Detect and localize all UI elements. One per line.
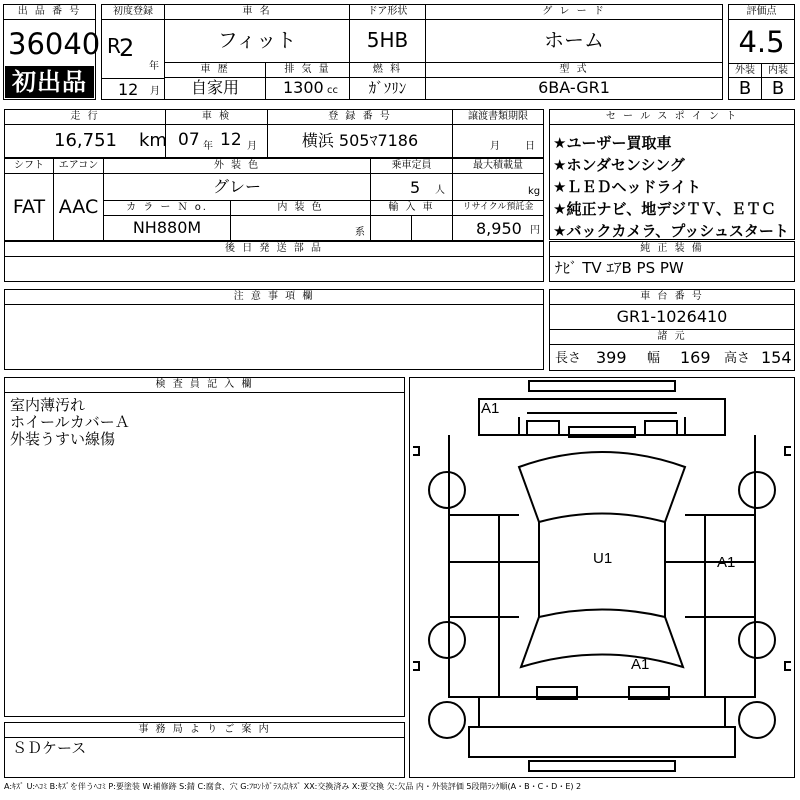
chassis-label: 車 台 番 号 bbox=[549, 289, 795, 305]
inspection-month-unit: 月 bbox=[247, 141, 257, 152]
color-no-label: カ ラ ー Ｎ o. bbox=[103, 200, 231, 216]
registration-label: 登 録 番 号 bbox=[267, 109, 453, 125]
inspector-line-1: 室内薄汚れ bbox=[10, 396, 86, 414]
first-reg-month-unit: 月 bbox=[150, 86, 160, 97]
score-int-value: B bbox=[771, 78, 785, 99]
lot-label: 出 品 番 号 bbox=[3, 4, 96, 20]
history-value: 自家用 bbox=[190, 78, 239, 97]
ac-value: AAC bbox=[58, 196, 99, 218]
selling-point-5: ★バックカメラ、プッシュスタート bbox=[553, 222, 789, 240]
inspector-line-2: ホイールカバーＡ bbox=[10, 413, 130, 431]
damage-mark-roof: U1 bbox=[593, 550, 613, 567]
fuel-label: 燃 料 bbox=[349, 62, 426, 78]
score-int-label: 内装 bbox=[761, 63, 795, 78]
recycle-value: 8,950 bbox=[476, 219, 522, 238]
score-label: 評価点 bbox=[728, 4, 795, 20]
first-reg-era: R bbox=[107, 34, 121, 58]
equipment-label: 純 正 装 備 bbox=[549, 241, 795, 257]
shift-label: シフト bbox=[4, 158, 54, 174]
score-value: 4.5 bbox=[738, 25, 785, 59]
capacity-label: 乗車定員 bbox=[370, 158, 453, 174]
damage-mark-front: A1 bbox=[481, 400, 500, 417]
mileage-label: 走 行 bbox=[4, 109, 166, 125]
dims-width: 169 bbox=[680, 348, 711, 367]
inspection-month: 12 bbox=[220, 130, 242, 150]
displacement-label: 排 気 量 bbox=[265, 62, 350, 78]
grade-value: ホーム bbox=[544, 28, 604, 52]
mileage-value: 16,751 bbox=[54, 130, 117, 151]
first-listing-badge: 初出品 bbox=[5, 66, 94, 98]
inspection-year: 07 bbox=[178, 130, 200, 150]
transfer-label: 譲渡書類期限 bbox=[452, 109, 544, 125]
int-color-box bbox=[230, 215, 371, 241]
mileage-unit: km bbox=[139, 130, 167, 151]
door-value: 5HB bbox=[366, 28, 409, 52]
fuel-value: ｶﾞｿﾘﾝ bbox=[368, 79, 407, 97]
damage-mark-rear: A1 bbox=[631, 656, 650, 673]
chassis-value: GR1-1026410 bbox=[616, 307, 728, 326]
shift-value: FAT bbox=[12, 196, 46, 218]
displacement-unit: cc bbox=[327, 85, 338, 96]
first-reg-year-unit: 年 bbox=[149, 61, 159, 72]
score-ext-value: B bbox=[738, 78, 752, 99]
selling-point-2: ★ホンダセンシング bbox=[553, 156, 685, 174]
selling-point-1: ★ユーザー買取車 bbox=[553, 134, 672, 152]
selling-points-label: セ ー ル ス ポ イ ン ト bbox=[549, 109, 795, 125]
int-color-unit: 系 bbox=[355, 227, 365, 238]
model-label: 型 式 bbox=[425, 62, 723, 78]
selling-point-3: ★ＬＥＤヘッドライト bbox=[553, 178, 701, 196]
car-diagram bbox=[409, 377, 795, 778]
dims-box bbox=[549, 344, 795, 371]
dims-length-label: 長さ bbox=[555, 351, 582, 366]
color-no-value: NH880M bbox=[132, 218, 202, 237]
dims-length: 399 bbox=[596, 348, 627, 367]
ext-color-value: グレー bbox=[212, 177, 261, 196]
notes-label: 注 意 事 項 欄 bbox=[4, 289, 544, 305]
recycle-unit: 円 bbox=[530, 225, 540, 236]
model-value: 6BA-GR1 bbox=[538, 78, 610, 97]
max-load-unit: kg bbox=[528, 186, 541, 197]
office-label: 事 務 局 よ り ご 案 内 bbox=[4, 722, 405, 738]
import-label: 輸 入 車 bbox=[370, 200, 453, 216]
door-label: ドア形状 bbox=[349, 4, 426, 20]
import-divider bbox=[411, 215, 412, 241]
capacity-unit: 人 bbox=[435, 185, 445, 196]
ext-color-label: 外 装 色 bbox=[103, 158, 371, 174]
grade-label: グ レ ー ド bbox=[425, 4, 723, 20]
ac-label: エアコン bbox=[53, 158, 104, 174]
later-parts-label: 後 日 発 送 部 品 bbox=[4, 241, 544, 257]
transfer-day-unit: 日 bbox=[525, 141, 535, 152]
max-load-label: 最大積載量 bbox=[452, 158, 544, 174]
inspector-label: 検 査 員 記 入 欄 bbox=[4, 377, 405, 393]
inspection-year-unit: 年 bbox=[203, 141, 213, 152]
recycle-label: リサイクル預託金 bbox=[452, 200, 544, 216]
car-name-value: フィット bbox=[217, 28, 297, 52]
later-parts-box bbox=[4, 256, 544, 282]
capacity-value: 5 bbox=[410, 178, 421, 197]
inspection-label: 車 検 bbox=[165, 109, 268, 125]
car-name-label: 車 名 bbox=[164, 4, 350, 20]
first-reg-month: 12 bbox=[118, 80, 139, 99]
score-ext-label: 外装 bbox=[728, 63, 762, 78]
office-value: ＳＤケース bbox=[12, 739, 87, 757]
history-label: 車 歴 bbox=[164, 62, 266, 78]
dims-label: 諸 元 bbox=[549, 329, 795, 345]
dims-height-label: 高さ bbox=[724, 351, 751, 366]
dims-height: 154 bbox=[761, 348, 792, 367]
first-reg-year: 2 bbox=[119, 34, 135, 62]
dims-width-label: 幅 bbox=[647, 351, 661, 366]
lot-number: 36040 bbox=[8, 27, 101, 61]
damage-mark-right: A1 bbox=[717, 554, 736, 571]
displacement-value: 1300 bbox=[283, 78, 324, 97]
legend-text: A:ｷｽﾞ U:ﾍｺﾐ B:ｷｽﾞを伴うﾍｺﾐ P:要塗装 W:補修跡 S:錆 C:腐食、穴 G:ﾌﾛﾝﾄｶﾞﾗｽ点ｷｽﾞ XX:交換済み X:要交換 欠:欠品 内・外装評価 5段階ﾗﾝｸ順(A・B・C・D・E) 2 bbox=[4, 782, 582, 791]
selling-point-4: ★純正ナビ、地デジＴＶ、ＥＴＣ bbox=[553, 200, 776, 218]
registration-value: 横浜 505ﾏ7186 bbox=[301, 131, 419, 150]
transfer-month-unit: 月 bbox=[490, 141, 500, 152]
first-reg-label: 初度登録 bbox=[101, 4, 165, 20]
int-color-label: 内 装 色 bbox=[230, 200, 371, 216]
inspector-line-3: 外装うすい線傷 bbox=[10, 430, 116, 448]
equipment-value: ﾅﾋﾞ TV ｴｱB PS PW bbox=[555, 259, 684, 277]
